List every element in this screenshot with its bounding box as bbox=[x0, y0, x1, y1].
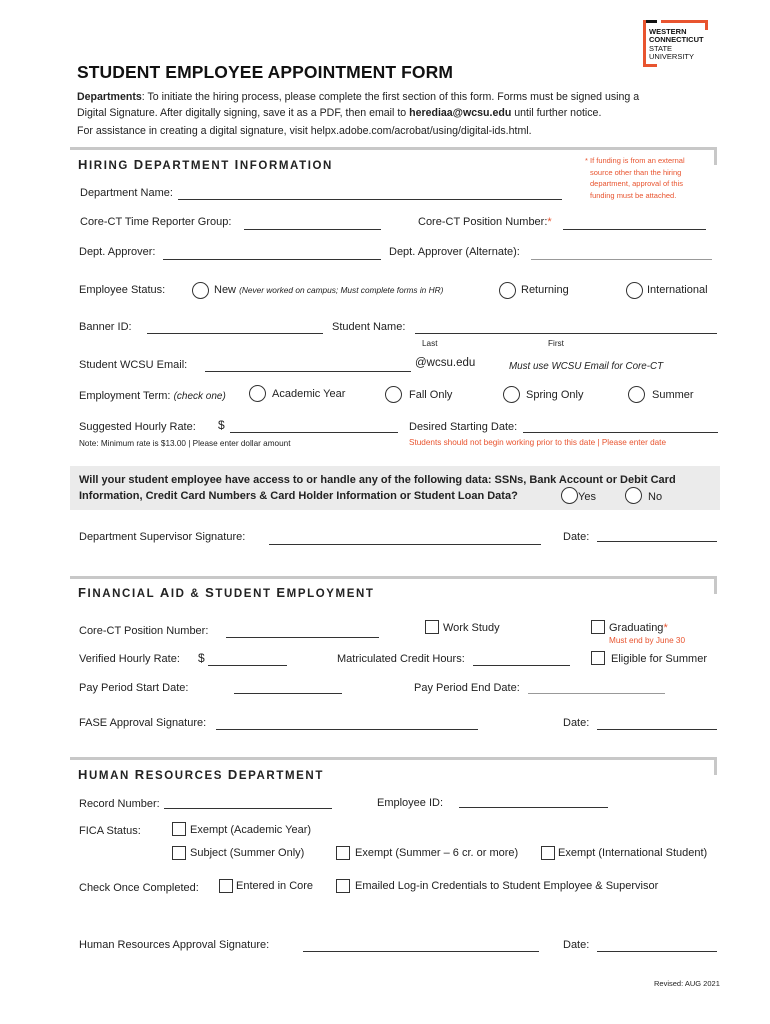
student-name-field[interactable] bbox=[415, 333, 717, 334]
verified-rate-dollar: $ bbox=[198, 651, 205, 665]
record-number-field[interactable] bbox=[164, 808, 332, 809]
entered-core-label: Entered in Core bbox=[236, 880, 314, 892]
last-name-caption: Last bbox=[422, 339, 438, 348]
intro-line-1-text: : To initiate the hiring process, please complete the first section of this form. Forms must be signed using a bbox=[141, 91, 640, 103]
intro-line-2-end: until further notice. bbox=[511, 107, 602, 119]
status-returning-label: Returning bbox=[521, 284, 569, 296]
status-new-label: New (Never worked on campus; Must complete forms in HR) bbox=[214, 284, 444, 296]
department-name-label: Department Name: bbox=[80, 187, 173, 199]
student-email-field[interactable] bbox=[205, 371, 411, 372]
pay-start-label: Pay Period Start Date: bbox=[79, 682, 189, 694]
work-study-checkbox[interactable] bbox=[425, 620, 439, 634]
reporter-group-field[interactable] bbox=[244, 229, 381, 230]
check-once-label: Check Once Completed: bbox=[79, 882, 199, 894]
term-summer-label: Summer bbox=[652, 389, 694, 401]
graduating-label: Graduating* bbox=[609, 622, 668, 634]
dept-approver-label: Dept. Approver: bbox=[79, 246, 156, 258]
graduating-checkbox[interactable] bbox=[591, 620, 605, 634]
data-access-question-2: Information, Credit Card Numbers & Card Holder Information or Student Loan Data? bbox=[79, 490, 518, 502]
data-access-no-radio[interactable] bbox=[625, 487, 642, 504]
university-logo bbox=[641, 16, 711, 70]
hiring-section-heading: HIRING DEPARTMENT INFORMATION bbox=[78, 157, 333, 172]
student-name-label: Student Name: bbox=[332, 321, 406, 333]
term-summer-radio[interactable] bbox=[628, 386, 645, 403]
revised-date: Revised: AUG 2021 bbox=[654, 979, 720, 988]
exempt-international-label: Exempt (International Student) bbox=[558, 847, 708, 859]
data-access-no-label: No bbox=[648, 491, 663, 503]
department-name-field[interactable] bbox=[178, 199, 562, 200]
exempt-international-checkbox[interactable] bbox=[541, 846, 555, 860]
fase-signature-field[interactable] bbox=[216, 729, 478, 730]
exempt-summer-label: Exempt (Summer – 6 cr. or more) bbox=[355, 847, 519, 859]
term-academic-label: Academic Year bbox=[272, 388, 346, 400]
hourly-rate-label: Suggested Hourly Rate: bbox=[79, 421, 196, 433]
logo-line-2: CONNECTICUT bbox=[649, 35, 704, 44]
exempt-academic-label: Exempt (Academic Year) bbox=[190, 824, 312, 836]
term-fall-radio[interactable] bbox=[385, 386, 402, 403]
email-suffix: @wcsu.edu bbox=[415, 357, 476, 369]
hr-signature-field[interactable] bbox=[303, 951, 539, 952]
emailed-credentials-checkbox[interactable] bbox=[336, 879, 350, 893]
pay-end-label: Pay Period End Date: bbox=[414, 682, 520, 694]
status-international-radio[interactable] bbox=[626, 282, 643, 299]
section-divider bbox=[70, 147, 717, 150]
fa-position-number-label: Core-CT Position Number: bbox=[79, 625, 209, 637]
employee-id-field[interactable] bbox=[459, 807, 608, 808]
status-new-radio[interactable] bbox=[192, 282, 209, 299]
section-divider-cap bbox=[714, 576, 717, 594]
start-date-field[interactable] bbox=[523, 432, 718, 433]
record-number-label: Record Number: bbox=[79, 798, 160, 810]
hr-date-field[interactable] bbox=[597, 951, 717, 952]
hr-email-link[interactable]: herediaa@wcsu.edu bbox=[409, 107, 512, 119]
dept-approver-field[interactable] bbox=[163, 259, 381, 260]
intro-line-3: For assistance in creating a digital signature, visit helpx.adobe.com/acrobat/using/digital-ids.html. bbox=[77, 125, 532, 137]
position-number-field[interactable] bbox=[563, 229, 706, 230]
fase-date-label: Date: bbox=[563, 717, 590, 729]
credit-hours-field[interactable] bbox=[473, 665, 570, 666]
entered-core-checkbox[interactable] bbox=[219, 879, 233, 893]
employment-term-label: Employment Term: (check one) bbox=[79, 390, 226, 402]
employee-status-label: Employee Status: bbox=[79, 284, 166, 296]
form-title: STUDENT EMPLOYEE APPOINTMENT FORM bbox=[77, 62, 453, 82]
section-divider bbox=[70, 757, 717, 760]
status-returning-radio[interactable] bbox=[499, 282, 516, 299]
exempt-academic-checkbox[interactable] bbox=[172, 822, 186, 836]
reporter-group-label: Core-CT Time Reporter Group: bbox=[80, 216, 232, 228]
first-name-caption: First bbox=[548, 339, 564, 348]
section-divider bbox=[70, 576, 717, 579]
email-note: Must use WCSU Email for Core-CT bbox=[509, 361, 664, 372]
data-access-box bbox=[70, 466, 720, 510]
section-divider-cap bbox=[714, 147, 717, 165]
fica-status-label: FICA Status: bbox=[79, 825, 141, 837]
logo-line-3: STATE bbox=[649, 44, 673, 53]
start-date-label: Desired Starting Date: bbox=[409, 421, 518, 433]
exempt-summer-checkbox[interactable] bbox=[336, 846, 350, 860]
student-email-label: Student WCSU Email: bbox=[79, 359, 188, 371]
pay-start-field[interactable] bbox=[234, 693, 342, 694]
subject-summer-checkbox[interactable] bbox=[172, 846, 186, 860]
funding-note: * If funding is from an external source other than the hiring department, approval of this funding must be attached. bbox=[585, 156, 685, 200]
hourly-rate-field[interactable] bbox=[230, 432, 398, 433]
eligible-summer-label: Eligible for Summer bbox=[611, 653, 707, 665]
position-number-label: Core-CT Position Number:* bbox=[418, 216, 552, 228]
hr-section-heading: HUMAN RESOURCES DEPARTMENT bbox=[78, 767, 324, 782]
subject-summer-label: Subject (Summer Only) bbox=[190, 847, 305, 859]
hr-signature-label: Human Resources Approval Signature: bbox=[79, 939, 270, 951]
fase-signature-label: FASE Approval Signature: bbox=[79, 717, 207, 729]
fa-position-number-field[interactable] bbox=[226, 637, 379, 638]
logo-line-1: WESTERN bbox=[649, 27, 687, 36]
pay-end-field[interactable] bbox=[528, 693, 665, 694]
logo-line-4: UNIVERSITY bbox=[649, 52, 695, 61]
rate-note: Note: Minimum rate is $13.00 | Please enter dollar amount bbox=[79, 439, 291, 448]
hr-date-label: Date: bbox=[563, 939, 590, 951]
intro-line-1 bbox=[77, 91, 639, 103]
financial-section-heading: FINANCIAL AID & STUDENT EMPLOYMENT bbox=[78, 585, 375, 600]
status-international-label: International bbox=[647, 284, 708, 296]
fase-date-field[interactable] bbox=[597, 729, 717, 730]
must-end-note: Must end by June 30 bbox=[609, 636, 686, 645]
banner-id-label: Banner ID: bbox=[79, 321, 132, 333]
intro-line-2 bbox=[77, 107, 601, 119]
supervisor-date-label: Date: bbox=[563, 531, 590, 543]
term-fall-label: Fall Only bbox=[409, 389, 453, 401]
dept-approver-alt-field[interactable] bbox=[531, 259, 712, 260]
credit-hours-label: Matriculated Credit Hours: bbox=[337, 653, 465, 665]
verified-rate-field[interactable] bbox=[208, 665, 287, 666]
data-access-yes-label: Yes bbox=[578, 491, 596, 503]
supervisor-date-field[interactable] bbox=[597, 541, 717, 542]
hourly-rate-dollar: $ bbox=[218, 418, 225, 432]
intro-line-2-start: Digital Signature. After digitally signing, save it as a PDF, then email to bbox=[77, 107, 410, 119]
term-spring-radio[interactable] bbox=[503, 386, 520, 403]
term-academic-radio[interactable] bbox=[249, 385, 266, 402]
data-access-question-1: Will your student employee have access to or handle any of the following data: SSNs, Bank Account or Debit Card bbox=[79, 474, 676, 486]
section-divider-cap bbox=[714, 757, 717, 775]
departments-label: Departments bbox=[77, 91, 142, 103]
emailed-credentials-label: Emailed Log-in Credentials to Student Employee & Supervisor bbox=[355, 880, 659, 892]
start-date-note: Students should not begin working prior to this date | Please enter date bbox=[409, 438, 667, 447]
dept-approver-alt-label: Dept. Approver (Alternate): bbox=[389, 246, 520, 258]
supervisor-signature-field[interactable] bbox=[269, 544, 541, 545]
employee-id-label: Employee ID: bbox=[377, 797, 444, 809]
data-access-yes-radio[interactable] bbox=[561, 487, 578, 504]
banner-id-field[interactable] bbox=[147, 333, 323, 334]
term-spring-label: Spring Only bbox=[526, 389, 584, 401]
supervisor-signature-label: Department Supervisor Signature: bbox=[79, 531, 246, 543]
work-study-label: Work Study bbox=[443, 622, 500, 634]
eligible-summer-checkbox[interactable] bbox=[591, 651, 605, 665]
verified-rate-label: Verified Hourly Rate: bbox=[79, 653, 180, 665]
